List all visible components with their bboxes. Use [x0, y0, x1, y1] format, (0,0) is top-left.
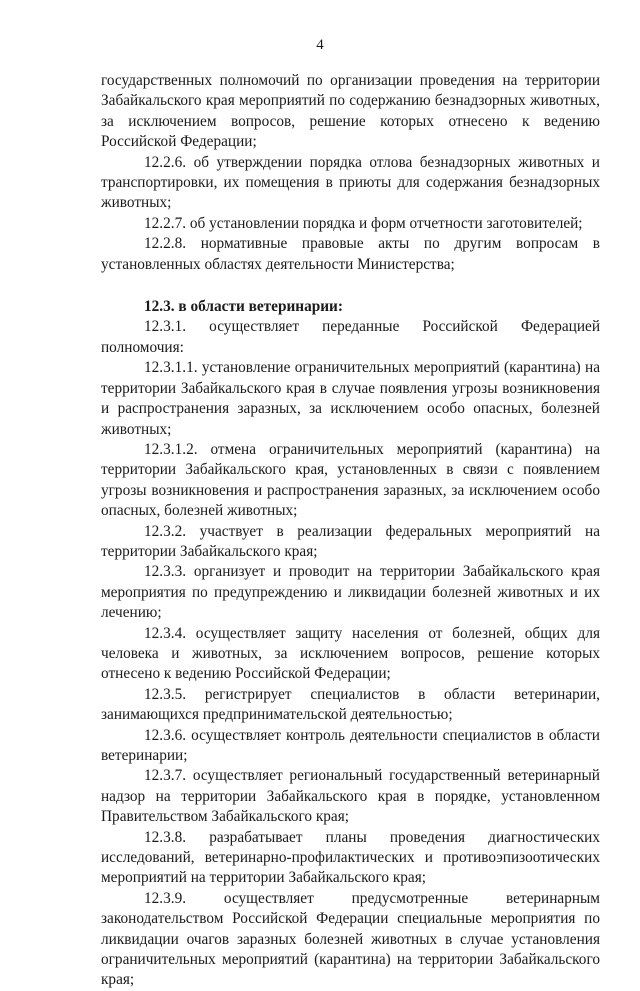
paragraph-12-3-1-1: 12.3.1.1. установление ограничительных мероприятий (карантина) на территории Забайкальского края в случае появления угрозы возникновения и распространения заразных, за исключением особо опасных, болезней животных; [101, 359, 600, 438]
paragraph-continuation: государственных полномочий по организации проведения на территории Забайкальского края мероприятий по содержанию безнадзорных животных, за исключением вопросов, решение которых отнесено к ведению Российской Федерации; [101, 72, 600, 151]
section-spacer [101, 275, 600, 297]
page-number: 4 [316, 37, 324, 53]
paragraph-12-3-6: 12.3.6. осуществляет контроль деятельности специалистов в области ветеринарии; [101, 726, 600, 764]
paragraph-12-3-3: 12.3.3. организует и проводит на территории Забайкальского края мероприятия по предупреждению и ликвидации болезней животных и их лечению; [101, 563, 600, 622]
paragraph-12-2-8: 12.2.8. нормативные правовые акты по другим вопросам в установленных областях деятельности Министерства; [101, 235, 600, 273]
paragraph-12-3-4: 12.3.4. осуществляет защиту населения от болезней, общих для человека и животных, за исключением вопросов, решение которых отнесено к ведению Российской Федерации; [101, 624, 600, 683]
paragraph-12-2-7: 12.2.7. об установлении порядка и форм отчетности заготовителей; [144, 214, 583, 232]
paragraph-12-3-9: 12.3.9. осуществляет предусмотренные ветеринарным законодательством Российской Федерации специальные мероприятия по ликвидации очагов заразных болезней животных в случае установления ограничительных мероприятий (карантина) на территории Забайкальского края; [101, 889, 600, 989]
paragraph-12-3-2: 12.3.2. участвует в реализации федеральных мероприятий на территории Забайкальского края; [101, 522, 600, 560]
section-heading-12-3: 12.3. в области ветеринарии: [144, 298, 343, 316]
paragraph-12-3-1: 12.3.1. осуществляет переданные Российской Федерацией полномочия: [101, 318, 600, 356]
paragraph-12-2-6: 12.2.6. об утверждении порядка отлова безнадзорных животных и транспортировки, их помещения в приюты для содержания безнадзорных животных; [101, 153, 600, 212]
paragraph-12-3-7: 12.3.7. осуществляет региональный государственный ветеринарный надзор на территории Забайкальского края в порядке, установленном Правительством Забайкальского края; [101, 767, 600, 826]
paragraph-12-3-8: 12.3.8. разрабатывает планы проведения диагностических исследований, ветеринарно-профилактических и противоэпизоотических мероприятий на территории Забайкальского края; [101, 828, 600, 887]
paragraph-12-3-1-2: 12.3.1.2. отмена ограничительных мероприятий (карантина) на территории Забайкальского края, установленных в связи с появлением угрозы возникновения и распространения заразных, за исключением особо опасных, болезней животных; [101, 440, 600, 520]
document-body [101, 71, 600, 991]
paragraph-12-3-5: 12.3.5. регистрирует специалистов в области ветеринарии, занимающихся предпринимательской деятельностью; [101, 685, 600, 724]
